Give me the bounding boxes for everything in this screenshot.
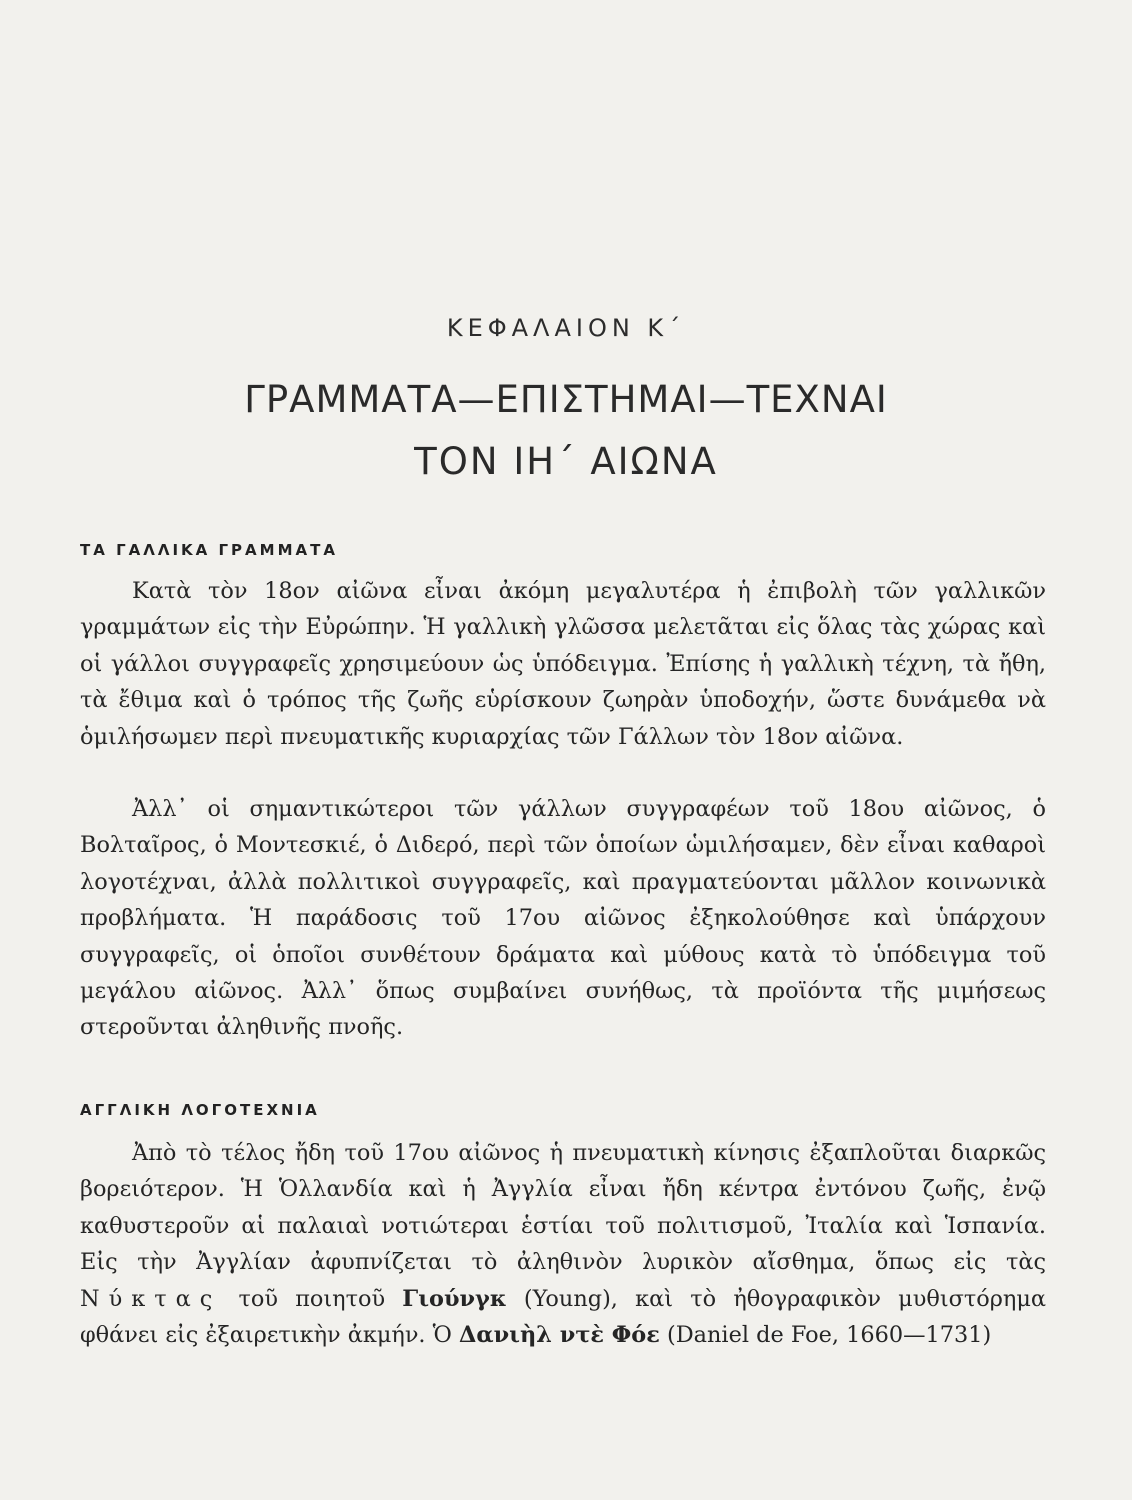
paragraph-french-1: Κατὰ τὸν 18ον αἰῶνα εἶναι ἀκόμη μεγαλυτέρα ἡ ἐπιβολὴ τῶν γαλλικῶν γραμμάτων εἰς τὴν Εὐρώπην. Ἡ γαλλικὴ γλῶσσα μελετᾶται εἰς ὅλας τὰς χώρας καὶ οἱ γάλλοι συγγραφεῖς χρησιμεύουν ὡς ὑπόδειγμα. Ἐπίσης ἡ γαλλικὴ τέχνη, τὰ ἤθη, τὰ ἔθιμα καὶ ὁ τρόπος τῆς ζωῆς εὑρίσκουν ζωηρὰν ὑποδοχήν, ὥστε δυνάμεθα νὰ ὁμιλήσωμεν περὶ πνευματικῆς κυριαρχίας τῶν Γάλλων τὸν 18ον αἰῶνα.: [80, 578, 1046, 750]
chapter-title-line-2: ΤΟΝ ΙΗ΄ ΑΙΩΝΑ: [414, 440, 718, 483]
text-run: τοῦ ποιητοῦ: [238, 1285, 386, 1312]
section-heading-english-literature: ΑΓΓΛΙΚΗ ΛΟΓΟΤΕΧΝΙΑ: [80, 1101, 320, 1119]
chapter-label: ΚΕΦΑΛΑΙΟΝ Κ΄: [446, 314, 686, 342]
emphasis-nights: Νύκτας: [80, 1285, 222, 1312]
paragraph-french-2: Ἀλλ᾿ οἱ σημαντικώτεροι τῶν γάλλων συγγραφέων τοῦ 18ου αἰῶνος, ὁ Βολταῖρος, ὁ Μοντεσκιέ, ὁ Διδερό, περὶ τῶν ὁποίων ὡμιλήσαμεν, δὲν εἶναι καθαροὶ λογοτέχναι, ἀλλὰ πολλιτικοὶ συγγραφεῖς, καὶ πραγματεύονται μᾶλλον κοινωνικὰ προβλήματα. Ἡ παράδοσις τοῦ 17ου αἰῶνος ἐξηκολούθησε καὶ ὑπάρχουν συγγραφεῖς, οἱ ὁποῖοι συνθέτουν δράματα καὶ μύθους κατὰ τὸ ὑπόδειγμα τοῦ μεγάλου αἰῶνος. Ἀλλ᾿ ὅπως συμβαίνει συνήθως, τὰ προϊόντα τῆς μιμήσεως στεροῦνται ἀληθινῆς πνοῆς.: [80, 796, 1046, 1041]
text-run: (Daniel de Foe, 1660—1731): [666, 1322, 992, 1349]
chapter-title-line-1: ΓΡΑΜΜΑΤΑ—ΕΠΙΣΤΗΜΑΙ—ΤΕΧΝΑΙ: [244, 378, 888, 421]
name-young: Γιούνγκ: [402, 1285, 507, 1312]
name-defoe: Δανιὴλ ντὲ Φόε: [459, 1322, 660, 1349]
text-run: Ἀπὸ τὸ τέλος ἤδη τοῦ 17ου αἰῶνος ἡ πνευματικὴ κίνησις ἐξαπλοῦται διαρκῶς βορειότερον. Ἡ Ὁλλανδία καὶ ἡ Ἀγγλία εἶναι ἤδη κέντρα ἐντόνου ζωῆς, ἐνῷ καθυστεροῦν αἱ παλαιαὶ νοτιώτεραι ἑστίαι τοῦ πολιτισμοῦ, Ἰταλία καὶ Ἱσπανία. Εἰς τὴν Ἀγγλίαν ἀφυπνίζεται τὸ ἀληθινὸν λυρικὸν αἴσθημα, ὅπως εἰς τὰς: [80, 1140, 1046, 1276]
text-run: (Young), καὶ τὸ ἠθογραφικὸν μυθιστόρημα φθάνει εἰς ἐξαιρετικὴν ἀκμήν. Ὁ: [80, 1285, 1046, 1349]
paragraph-english-1: [80, 1135, 1046, 1353]
section-heading-french-letters: ΤΑ ΓΑΛΛΙΚΑ ΓΡΑΜΜΑΤΑ: [80, 541, 338, 559]
